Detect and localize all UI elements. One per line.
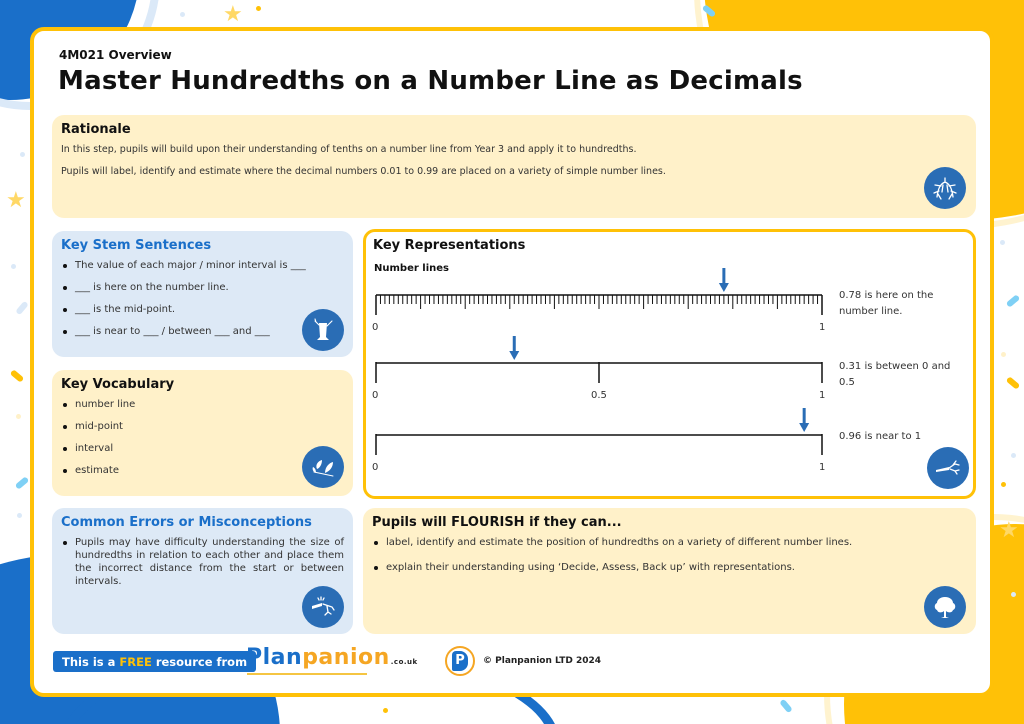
- decor-dot: [1001, 352, 1006, 357]
- decor-dash: [10, 369, 25, 383]
- number-line-half: [376, 362, 822, 383]
- lesson-code: 4M021 Overview: [59, 48, 172, 62]
- nl2-caption: 0.31 is between 0 and 0.5: [839, 361, 951, 388]
- list-item: label, identify and estimate the position of hundredths on a variety of different number lines.: [372, 536, 967, 549]
- list-item: ___ is near to ___ / between ___ and ___: [61, 325, 344, 338]
- nl2-end-label: 1: [819, 390, 826, 401]
- list-item: interval: [61, 442, 344, 455]
- list-item: The value of each major / minor interval is ___: [61, 259, 344, 272]
- decor-dot: [1011, 592, 1016, 597]
- value-arrows: [509, 268, 809, 432]
- nl3-start-label: 0: [372, 462, 379, 473]
- decor-dot: [256, 6, 261, 11]
- logo-underline: [247, 673, 367, 675]
- decor-dot: [11, 264, 16, 269]
- decor-dot: [1011, 453, 1016, 458]
- decor-dot: [180, 12, 185, 17]
- flourish-list: [372, 536, 967, 574]
- rationale-card: [52, 115, 976, 218]
- decor-dot: [1001, 482, 1006, 487]
- stem-sentences-card: [52, 231, 353, 357]
- banner-suffix: resource from: [155, 654, 248, 669]
- decor-dash: [1006, 376, 1021, 390]
- banner-highlight: FREE: [119, 654, 152, 669]
- star-icon: ★: [6, 188, 26, 213]
- flourish-card: [363, 508, 976, 634]
- free-resource-banner[interactable]: [53, 651, 256, 672]
- planpanion-logo[interactable]: [246, 645, 418, 670]
- page-title: Master Hundredths on a Number Line as Decimals: [58, 66, 803, 96]
- misconceptions-heading: Common Errors or Misconceptions: [61, 515, 312, 530]
- flourish-heading: Pupils will FLOURISH if they can...: [372, 515, 622, 530]
- decor-dot: [20, 152, 25, 157]
- list-item: explain their understanding using ‘Decide, Assess, Back up’ with representations.: [372, 561, 967, 574]
- number-line-hundredths: [376, 295, 822, 315]
- list-item: ___ is the mid-point.: [61, 303, 344, 316]
- logo-part1: Plan: [246, 645, 303, 670]
- nl3-caption: 0.96 is near to 1: [839, 431, 922, 442]
- nl1-start-label: 0: [372, 322, 379, 333]
- list-item: mid-point: [61, 420, 344, 433]
- nl1-end-label: 1: [819, 322, 826, 333]
- tree-icon: [924, 586, 966, 628]
- representations-card: [363, 229, 976, 499]
- branch-icon: [927, 447, 969, 489]
- planpanion-p-logo-icon: [445, 646, 475, 676]
- vocabulary-heading: Key Vocabulary: [61, 377, 175, 392]
- nl1-caption: 0.78 is here on the number line.: [839, 290, 934, 317]
- decor-dash: [15, 301, 29, 316]
- page-frame: [30, 27, 994, 697]
- decor-dot: [1000, 240, 1005, 245]
- nl2-mid-label: 0.5: [591, 390, 607, 401]
- decor-dash: [779, 699, 793, 714]
- rationale-heading: Rationale: [61, 122, 131, 137]
- copyright-text: © Planpanion LTD 2024: [483, 656, 602, 666]
- nl2-start-label: 0: [372, 390, 379, 401]
- decor-dash: [15, 476, 30, 490]
- vocabulary-card: [52, 370, 353, 496]
- p-logo-letter: P: [452, 651, 468, 671]
- logo-part2: panion: [302, 645, 390, 670]
- broken-branch-icon: [302, 586, 344, 628]
- tree-trunk-icon: [302, 309, 344, 351]
- roots-icon: [924, 167, 966, 209]
- decor-dash: [1006, 294, 1021, 308]
- star-icon: ★: [223, 2, 243, 27]
- banner-prefix: This is a: [62, 654, 116, 669]
- number-line-plain: [376, 434, 822, 455]
- stem-sentences-heading: Key Stem Sentences: [61, 238, 212, 253]
- list-item: number line: [61, 398, 344, 411]
- misconceptions-card: [52, 508, 353, 634]
- leaves-icon: [302, 446, 344, 488]
- representations-heading: Key Representations: [373, 238, 526, 253]
- list-item: estimate: [61, 464, 344, 477]
- star-icon: ★: [999, 518, 1019, 543]
- decor-dot: [16, 414, 21, 419]
- misconceptions-list: [61, 536, 344, 588]
- rationale-paragraph: Pupils will label, identify and estimate where the decimal numbers 0.01 to 0.99 are placed on a variety of simple number lines.: [61, 166, 666, 178]
- decor-dot: [383, 708, 388, 713]
- rationale-paragraph: In this step, pupils will build upon their understanding of tenths on a number line from Year 3 and apply it to hundredths.: [61, 144, 637, 155]
- list-item: ___ is here on the number line.: [61, 281, 344, 294]
- nl3-end-label: 1: [819, 462, 826, 473]
- list-item: Pupils may have difficulty understanding the size of hundredths in relation to each other and place them the incorrect distance from the start or between intervals.: [61, 536, 344, 588]
- number-lines-subheading: Number lines: [374, 263, 449, 274]
- decor-dot: [17, 513, 22, 518]
- logo-tld: .co.uk: [390, 658, 418, 666]
